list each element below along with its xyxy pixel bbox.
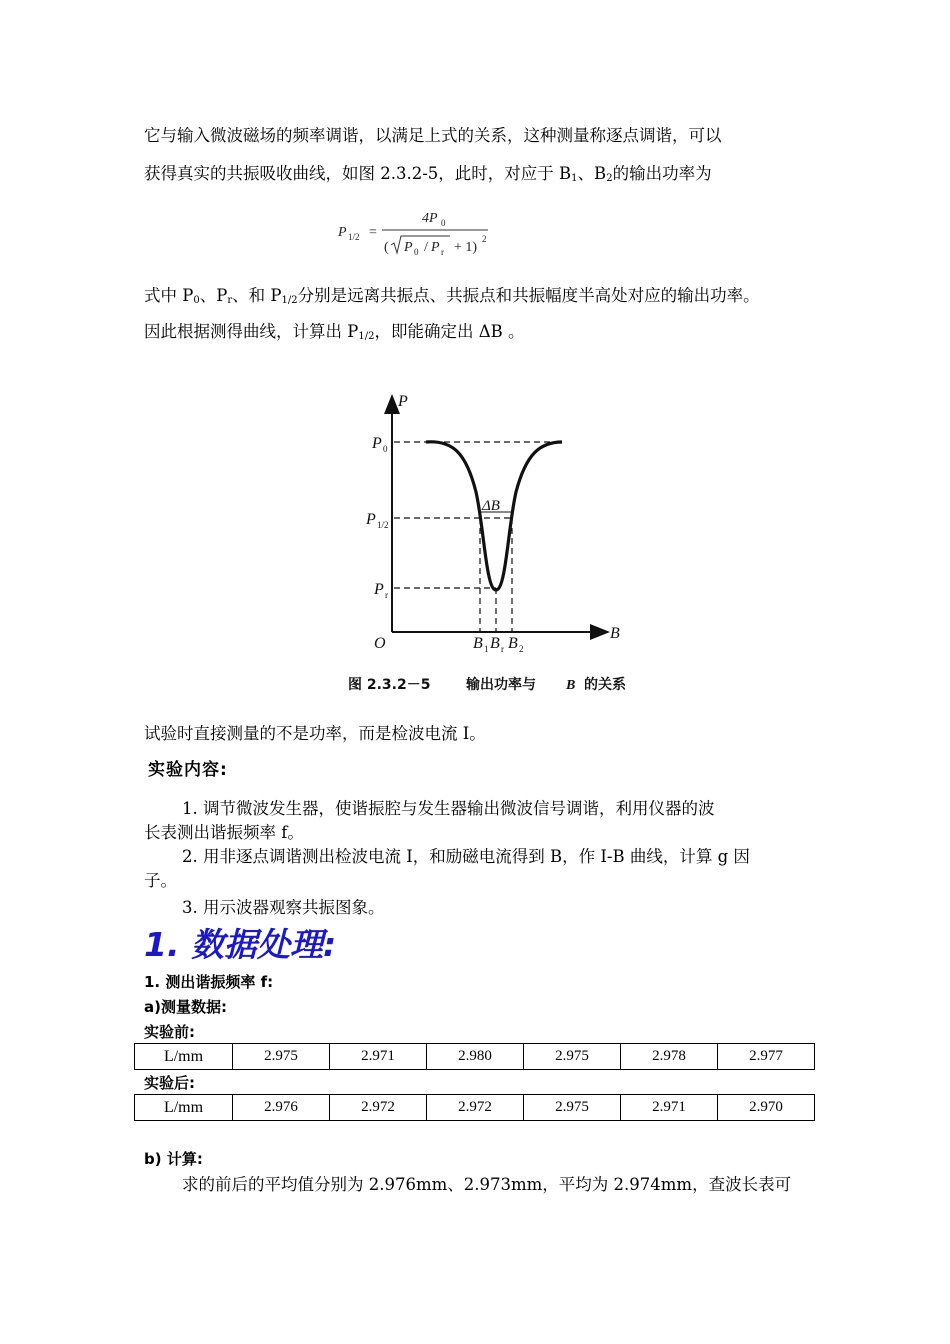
pr-label-sub: r <box>385 590 388 600</box>
explain-1d: 分别是远离共振点、共振点和共振幅度半高处对应的输出功率。 <box>297 286 760 305</box>
before-label: 实验前: <box>144 1023 195 1041</box>
table-cell-label: L/mm <box>135 1095 233 1121</box>
table-row <box>135 1044 815 1070</box>
formula-eq: = <box>369 225 377 240</box>
intro-line-2c: 的输出功率为 <box>612 164 712 183</box>
delta-b-label: ΔB <box>482 498 500 514</box>
origin-label: O <box>374 635 386 652</box>
explain-1b: 、P <box>199 286 228 305</box>
table-cell: 2.971 <box>330 1044 427 1070</box>
data-processing-heading: 1. 数据处理: <box>144 925 337 964</box>
b2-label: B <box>508 635 518 652</box>
measurement-note: 试验时直接测量的不是功率，而是检波电流 I。 <box>144 724 486 743</box>
calculation-text: 求的前后的平均值分别为 2.976mm、2.973mm，平均为 2.974mm，查波长表可 <box>182 1175 792 1194</box>
y-axis-label: P <box>398 393 408 410</box>
formula-den-p0-sub: 0 <box>414 247 419 257</box>
b1-label-sub: 1 <box>484 644 489 654</box>
formula-lhs: P <box>338 225 347 240</box>
explain-2a: 因此根据测得曲线，计算出 P <box>144 322 359 341</box>
phalf-sub-2: 1/2 <box>358 331 375 342</box>
measure-frequency-heading: 1. 测出谐振频率 f: <box>144 973 274 991</box>
table-cell: 2.971 <box>621 1095 718 1121</box>
formula-den-open: ( <box>384 240 389 255</box>
p0-label: P <box>372 435 382 452</box>
resonance-figure <box>340 382 660 702</box>
step-3: 3. 用示波器观察共振图象。 <box>182 898 385 917</box>
table-cell: 2.975 <box>524 1044 621 1070</box>
formula-den-plus: + 1) <box>454 240 478 255</box>
intro-line-2a: 获得真实的共振吸收曲线，如图 2.3.2-5，此时，对应于 B <box>144 164 572 183</box>
figure-caption-b: B <box>566 678 576 693</box>
table-cell: 2.978 <box>621 1044 718 1070</box>
formula-lhs-sub: 1/2 <box>348 232 360 242</box>
explain-2b: ，即能确定出 ΔB 。 <box>374 322 525 341</box>
table-cell: 2.972 <box>330 1095 427 1121</box>
pr-sub: r <box>227 295 233 306</box>
b1-label: B <box>473 635 483 652</box>
b2-label-sub: 2 <box>519 644 524 654</box>
b2-subscript: 2 <box>606 173 613 184</box>
step-1-line-1: 1. 调节微波发生器，使谐振腔与发生器输出微波信号调谐，利用仪器的波 <box>182 799 715 818</box>
b1-subscript: 1 <box>571 173 578 184</box>
table-cell: 2.975 <box>233 1044 330 1070</box>
table-cell: 2.970 <box>718 1095 815 1121</box>
phalf-label: P <box>366 511 376 528</box>
figure-caption-number: 图 2.3.2－5 <box>348 677 431 693</box>
table-before <box>134 1043 815 1070</box>
formula-den-pr-sub: r <box>441 247 444 257</box>
phalf-sub: 1/2 <box>281 295 298 306</box>
step-2-line-1: 2. 用非逐点调谐测出检波电流 I，和励磁电流得到 B，作 I-B 曲线，计算 g 因 <box>182 847 750 866</box>
measured-data-heading: a)测量数据: <box>144 998 227 1016</box>
table-row <box>135 1095 815 1121</box>
explain-line-1 <box>144 284 760 313</box>
formula-num-sub: 0 <box>441 218 446 228</box>
table-cell: 2.977 <box>718 1044 815 1070</box>
br-label: B <box>490 635 500 652</box>
resonance-curve <box>426 442 562 590</box>
explain-1a: 式中 P <box>144 286 194 305</box>
intro-line-1 <box>144 124 722 148</box>
p0-sub: 0 <box>193 295 200 306</box>
table-after <box>134 1094 815 1121</box>
x-axis-label: B <box>610 625 620 642</box>
pr-label: P <box>374 581 384 598</box>
explain-1c: 、和 P <box>232 286 282 305</box>
figure-caption-text: 输出功率与 <box>466 677 536 693</box>
table-cell-label: L/mm <box>135 1044 233 1070</box>
formula-den-p0: P <box>404 240 413 255</box>
formula-den-slash: / <box>424 240 428 255</box>
table-cell: 2.972 <box>427 1095 524 1121</box>
br-label-sub: r <box>501 644 504 654</box>
step-2-line-2: 子。 <box>144 871 177 890</box>
experiment-content-heading: 实验内容: <box>148 760 228 780</box>
power-formula <box>336 200 506 260</box>
intro-line-1-text: 它与输入微波磁场的频率调谐，以满足上式的关系，这种测量称逐点调谐，可以 <box>144 126 722 145</box>
formula-den-sup: 2 <box>482 234 487 244</box>
explain-line-2 <box>144 320 524 349</box>
p0-label-sub: 0 <box>383 444 388 454</box>
formula-den-pr: P <box>431 240 440 255</box>
calculation-heading: b) 计算: <box>144 1150 203 1168</box>
formula-numerator: 4P <box>422 211 438 226</box>
figure-caption-end: 的关系 <box>584 677 626 693</box>
intro-line-2 <box>144 162 712 191</box>
table-cell: 2.976 <box>233 1095 330 1121</box>
phalf-label-sub: 1/2 <box>377 520 389 530</box>
after-label: 实验后: <box>144 1074 195 1092</box>
step-1-line-2: 长表测出谐振频率 f。 <box>144 823 304 842</box>
table-cell: 2.980 <box>427 1044 524 1070</box>
intro-line-2b: 、B <box>577 164 607 183</box>
table-cell: 2.975 <box>524 1095 621 1121</box>
